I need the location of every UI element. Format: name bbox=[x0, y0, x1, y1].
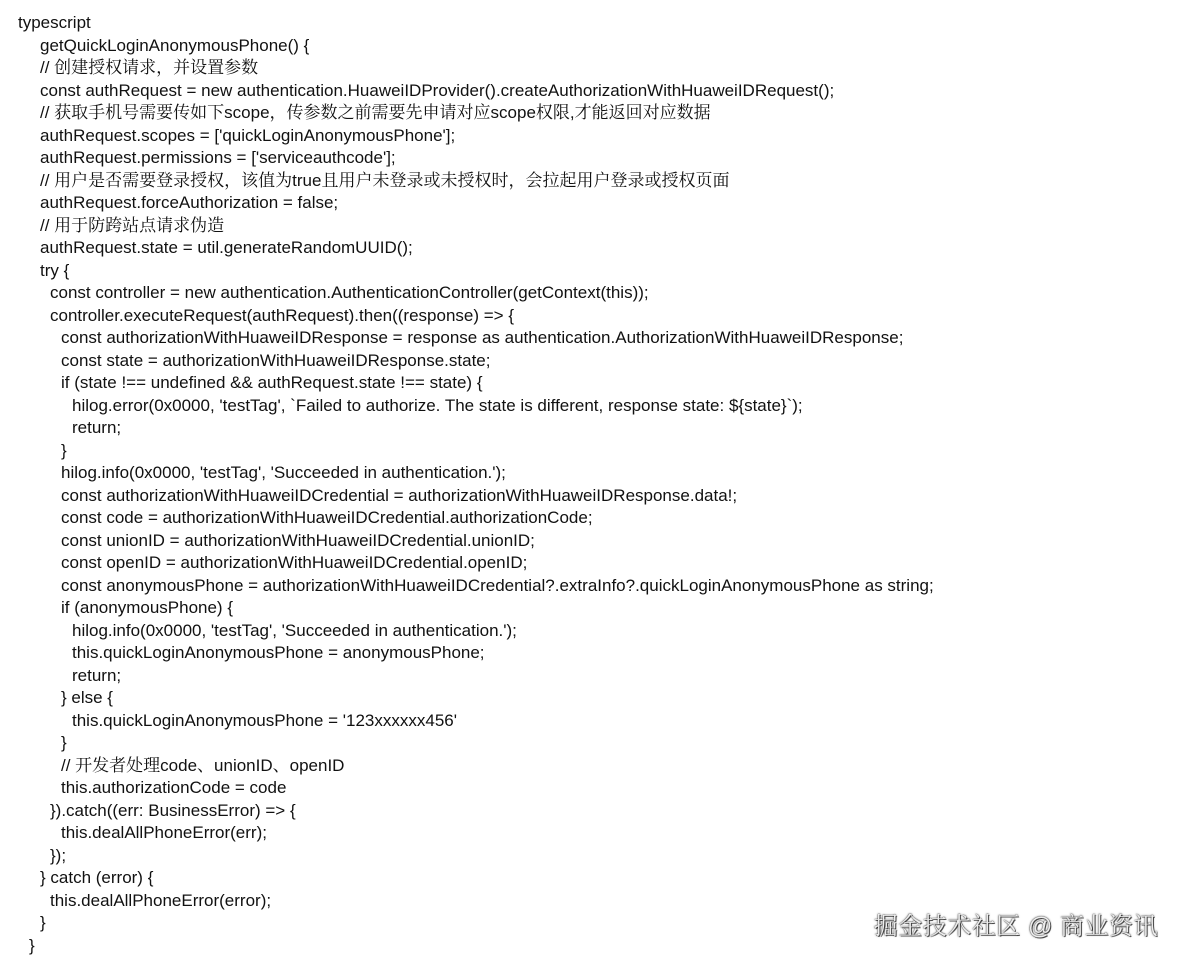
code-line: const openID = authorizationWithHuaweiIDCredential.openID; bbox=[61, 553, 528, 572]
code-line: this.quickLoginAnonymousPhone = '123xxxxxx456' bbox=[72, 710, 457, 730]
code-block bbox=[0, 12, 934, 957]
code-line: if (state !== undefined && authRequest.state !== state) { bbox=[61, 373, 483, 392]
code-line: } bbox=[61, 733, 67, 752]
code-line: } bbox=[61, 440, 67, 460]
code-line: // 用于防跨站点请求伪造 bbox=[40, 215, 225, 235]
watermark-text: 掘金技术社区 @ 商业资讯 bbox=[873, 913, 1158, 940]
code-line: this.quickLoginAnonymousPhone = anonymousPhone; bbox=[72, 643, 485, 662]
code-line: const state = authorizationWithHuaweiIDResponse.state; bbox=[61, 350, 491, 370]
code-line: this.dealAllPhoneError(err); bbox=[61, 823, 267, 842]
code-line: authRequest.scopes = ['quickLoginAnonymousPhone']; bbox=[40, 125, 456, 145]
code-line: return; bbox=[72, 665, 122, 685]
code-line: hilog.info(0x0000, 'testTag', 'Succeeded in authentication.'); bbox=[72, 620, 517, 640]
code-line: authRequest.forceAuthorization = false; bbox=[40, 193, 339, 212]
code-line: typescript bbox=[18, 13, 91, 32]
code-line: // 用户是否需要登录授权，该值为true且用户未登录或未授权时，会拉起用户登录或授权页面 bbox=[40, 170, 730, 190]
code-line: hilog.error(0x0000, 'testTag', `Failed to authorize. The state is different, response state: ${state}`); bbox=[72, 395, 803, 415]
code-line: authRequest.state = util.generateRandomUUID(); bbox=[40, 238, 413, 257]
code-line: this.dealAllPhoneError(error); bbox=[50, 890, 272, 910]
code-line: const controller = new authentication.AuthenticationController(getContext(this)); bbox=[50, 283, 649, 302]
code-line: const anonymousPhone = authorizationWithHuaweiIDCredential?.extraInfo?.quickLoginAnonymousPhone as string; bbox=[61, 575, 934, 595]
code-line: const unionID = authorizationWithHuaweiIDCredential.unionID; bbox=[61, 530, 535, 550]
code-line: getQuickLoginAnonymousPhone() { bbox=[40, 35, 310, 55]
code-line: const authRequest = new authentication.HuaweiIDProvider().createAuthorizationWithHuaweiIDRequest(); bbox=[40, 80, 835, 100]
code-line: const authorizationWithHuaweiIDCredential = authorizationWithHuaweiIDResponse.data!; bbox=[61, 485, 738, 505]
code-line: controller.executeRequest(authRequest).then((response) => { bbox=[50, 305, 514, 325]
code-line: hilog.info(0x0000, 'testTag', 'Succeeded in authentication.'); bbox=[61, 463, 506, 482]
code-line: this.authorizationCode = code bbox=[61, 778, 287, 797]
code-line: // 创建授权请求，并设置参数 bbox=[40, 58, 259, 77]
code-line: if (anonymousPhone) { bbox=[61, 598, 233, 617]
code-line: // 获取手机号需要传如下scope，传参数之前需要先申请对应scope权限,才能返回对应数据 bbox=[40, 103, 711, 122]
code-line: // 开发者处理code、unionID、openID bbox=[61, 755, 345, 775]
code-line: return; bbox=[72, 418, 122, 437]
code-line: authRequest.permissions = ['serviceauthcode']; bbox=[40, 148, 396, 167]
code-line: try { bbox=[40, 260, 70, 280]
code-line: }).catch((err: BusinessError) => { bbox=[50, 800, 296, 820]
code-line: } bbox=[29, 935, 35, 955]
code-line: } catch (error) { bbox=[40, 868, 154, 887]
code-line: } bbox=[40, 913, 46, 932]
code-line: const authorizationWithHuaweiIDResponse = response as authentication.AuthorizationWithHuaweiIDResponse; bbox=[61, 328, 904, 347]
code-line: const code = authorizationWithHuaweiIDCredential.authorizationCode; bbox=[61, 508, 593, 527]
code-line: } else { bbox=[61, 688, 113, 707]
code-line: }); bbox=[50, 845, 67, 865]
